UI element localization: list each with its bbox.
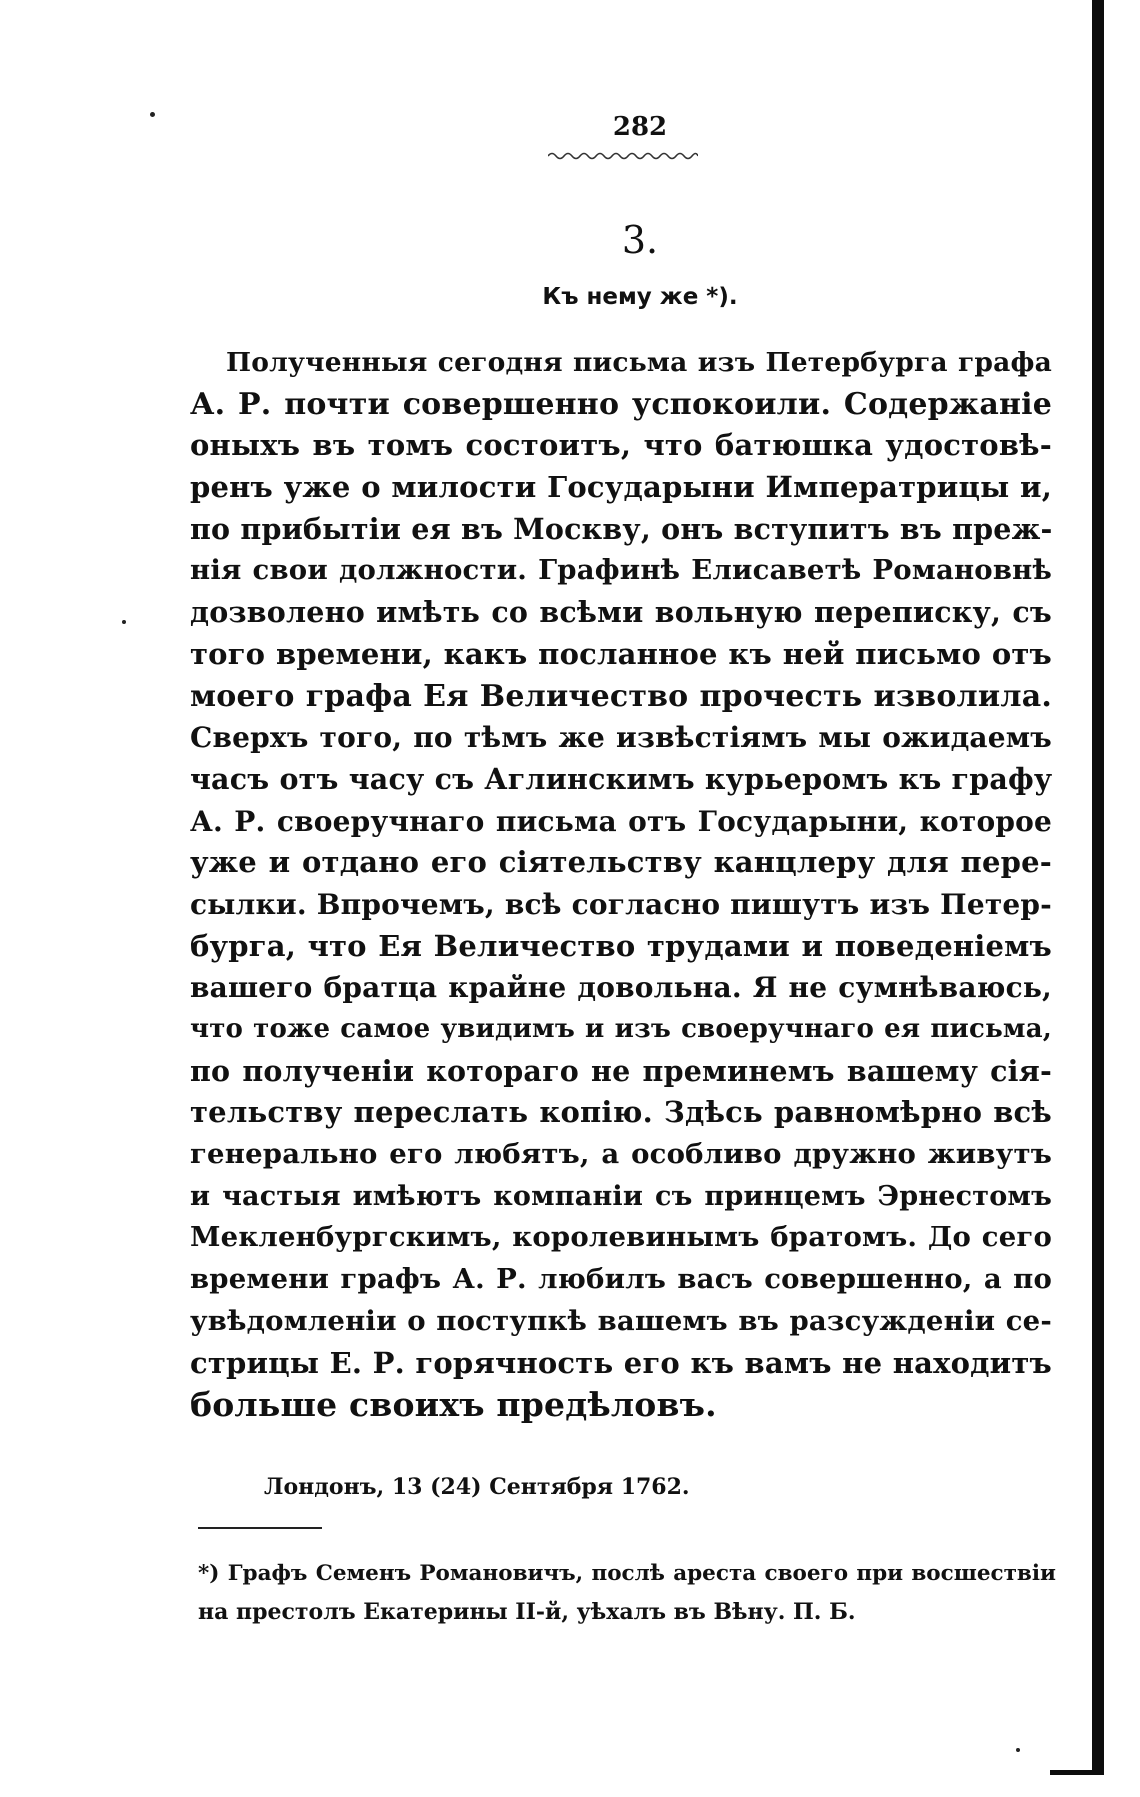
body-line: по прибытіи ея въ Москву, онъ вступитъ въ преж- (190, 511, 1053, 546)
body-line: нія свои должности. Графинѣ Елисаветѣ Романовнѣ (190, 554, 1052, 587)
body-line: моего графа Ея Величество прочесть изволила. (190, 678, 1052, 714)
body-line: тельству переслать копію. Здѣсь равномѣрно всѣ (190, 1095, 1052, 1130)
body-line: стрицы Е. Р. горячность его къ вамъ не находитъ (190, 1345, 1052, 1380)
page-number: 282 (612, 112, 668, 142)
body-line: Сверхъ того, по тѣмъ же извѣстіямъ мы ожидаемъ (190, 721, 1052, 755)
page-edge-border-foot (1050, 1770, 1104, 1775)
scan-speck (122, 620, 126, 624)
body-line: больше своихъ предѣловъ. (190, 1385, 717, 1425)
footnote-line: на престолъ Екатерины II-й, уѣхалъ въ Вѣну. П. Б. (198, 1599, 856, 1625)
body-line: бурга, что Ея Величество трудами и поведеніемъ (190, 928, 1052, 963)
body-line: уже и отдано его сіятельству канцлеру для пере- (190, 845, 1052, 880)
scan-speck (150, 112, 155, 117)
body-line: Полученныя сегодня письма изъ Петербурга графа (226, 347, 1052, 378)
body-line: генерально его любятъ, а особливо дружно живутъ (190, 1138, 1052, 1171)
body-line: времени графъ А. Р. любилъ васъ совершенно, а по (190, 1263, 1052, 1296)
body-line: сылки. Впрочемъ, всѣ согласно пишутъ изъ Петер- (190, 887, 1052, 921)
footnote-line: *) Графъ Семенъ Романовичъ, послѣ ареста своего при восшествіи (198, 1561, 1056, 1586)
body-line: часъ отъ часу съ Аглинскимъ курьеромъ къ графу (190, 761, 1053, 796)
body-line: ренъ уже о милости Государыни Императрицы и, (190, 470, 1052, 505)
letter-body (190, 342, 1052, 1426)
section-number: 3. (621, 218, 659, 262)
scan-speck (1016, 1748, 1020, 1752)
letter-heading: Къ нему же *). (542, 284, 738, 310)
body-line: что тоже самое увидимъ и изъ своеручнаго ея письма, (190, 1014, 1052, 1044)
body-line: увѣдомленіи о поступкѣ вашемъ въ разсужденіи се- (190, 1304, 1052, 1337)
body-line: и частыя имѣютъ компаніи съ принцемъ Эрнестомъ (190, 1180, 1052, 1212)
footnote (198, 1555, 1056, 1631)
body-line: дозволено имѣть со всѣми вольную переписку, съ (190, 595, 1052, 630)
footnote-divider (198, 1527, 322, 1529)
page-edge-border (1092, 0, 1104, 1775)
body-line: А. Р. своеручнаго письма отъ Государыни, которое (190, 804, 1052, 838)
wavy-rule-ornament (548, 150, 698, 162)
letter-signoff: Лондонъ, 13 (24) Сентября 1762. (264, 1474, 690, 1500)
body-line: того времени, какъ посланное къ ней письмо отъ (190, 636, 1052, 671)
body-line: оныхъ въ томъ состоитъ, что батюшка удостовѣ- (190, 428, 1052, 463)
body-line: А. Р. почти совершенно успокоили. Содержаніе (190, 386, 1052, 422)
body-line: Мекленбургскимъ, королевинымъ братомъ. До сего (190, 1221, 1052, 1254)
body-line: вашего братца крайне довольна. Я не сумнѣваюсь, (190, 971, 1052, 1005)
body-line: по полученіи котораго не преминемъ вашему сія- (190, 1053, 1052, 1088)
